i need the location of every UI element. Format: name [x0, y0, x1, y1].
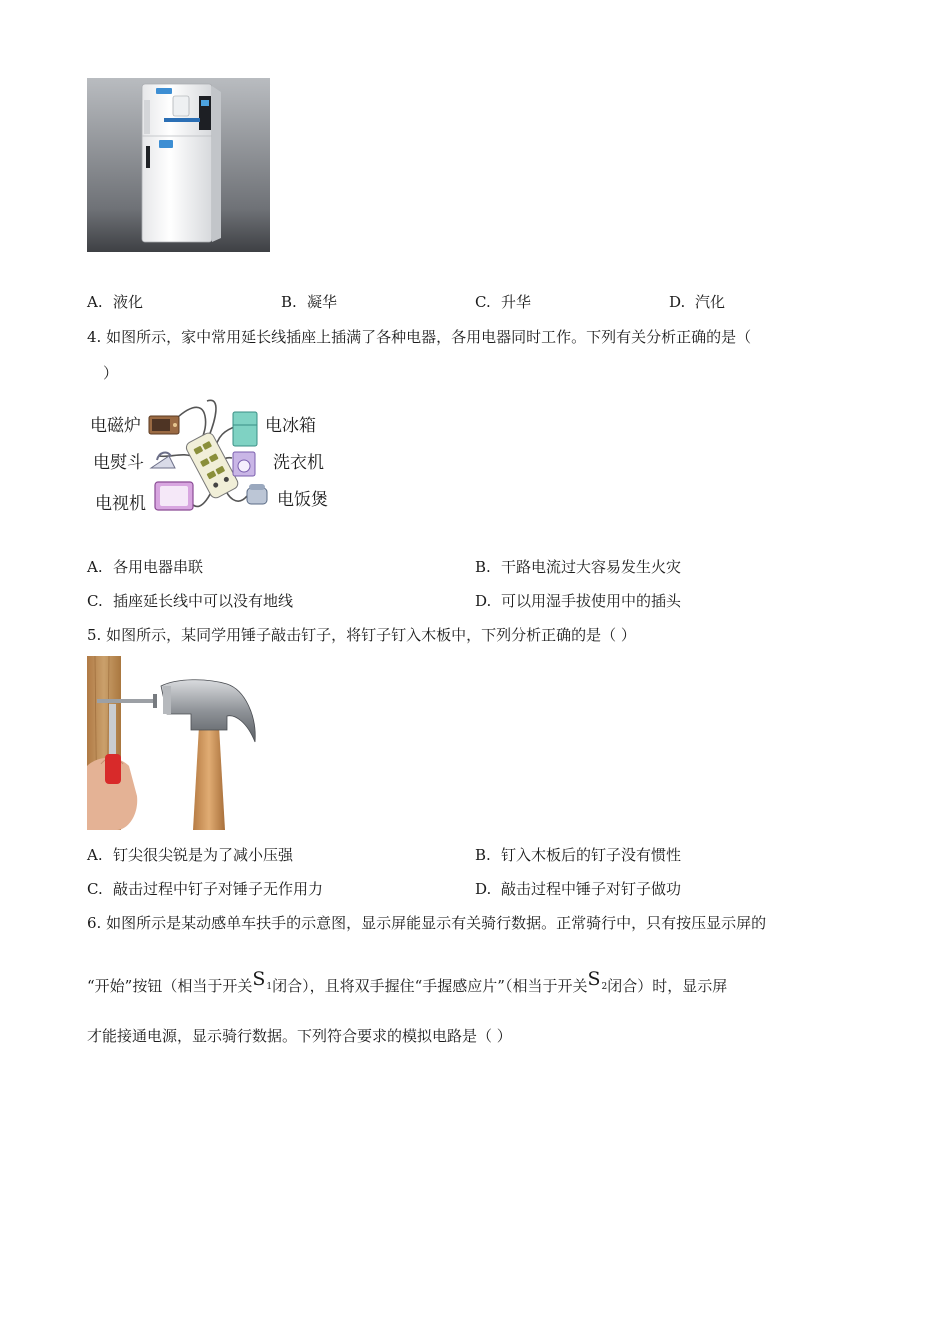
option-3b: B. 凝华 — [281, 293, 338, 311]
power-strip-figure — [87, 396, 337, 526]
option-5d: D. 敲击过程中锤子对钉子做功 — [475, 880, 682, 898]
label-fridge: 电冰箱 — [265, 416, 316, 436]
label-washer: 洗衣机 — [273, 453, 324, 473]
switch-s1: S1 — [252, 968, 273, 992]
label-iron: 电熨斗 — [93, 453, 144, 473]
question-6-text-line2: “开始”按钮（相当于开关S1闭合），且将双手握住“手握感应片”（相当于开关S2闭合）时，显示屏 — [87, 968, 728, 995]
option-5c: C. 敲击过程中钉子对锤子无作用力 — [87, 880, 324, 898]
option-4a: A. 各用电器串联 — [87, 558, 204, 576]
question-5-text: 5. 如图所示，某同学用锤子敲击钉子，将钉子钉入木板中，下列分析正确的是（ ） — [87, 626, 636, 644]
option-4d: D. 可以用湿手拔使用中的插头 — [475, 592, 682, 610]
option-4c: C. 插座延长线中可以没有地线 — [87, 592, 294, 610]
hammer-nail-image — [87, 656, 260, 830]
option-5b: B. 钉入木板后的钉子没有惯性 — [475, 846, 682, 864]
option-3d: D. 汽化 — [669, 293, 726, 311]
air-water-machine-image — [87, 78, 270, 252]
option-4b: B. 干路电流过大容易发生火灾 — [475, 558, 682, 576]
question-4-text: 4. 如图所示，家中常用延长线插座上插满了各种电器，各用电器同时工作。下列有关分析正确的是（ — [87, 328, 752, 346]
option-5a: A. 钉尖很尖锐是为了减小压强 — [87, 846, 294, 864]
question-6-text: 6. 如图所示是某动感单车扶手的示意图，显示屏能显示有关骑行数据。正常骑行中，只有按压显示屏的 — [87, 914, 767, 932]
label-rice-cooker: 电饭煲 — [277, 490, 328, 510]
label-tv: 电视机 — [95, 494, 146, 514]
question-6-text-line3: 才能接通电源，显示骑行数据。下列符合要求的模拟电路是（ ） — [87, 1027, 512, 1045]
option-3c: C. 升华 — [475, 293, 532, 311]
label-induction-cooker: 电磁炉 — [90, 416, 141, 436]
question-4-text-cont: ） — [103, 364, 119, 382]
option-3a: A. 液化 — [87, 293, 144, 311]
switch-s2: S2 — [587, 968, 608, 992]
